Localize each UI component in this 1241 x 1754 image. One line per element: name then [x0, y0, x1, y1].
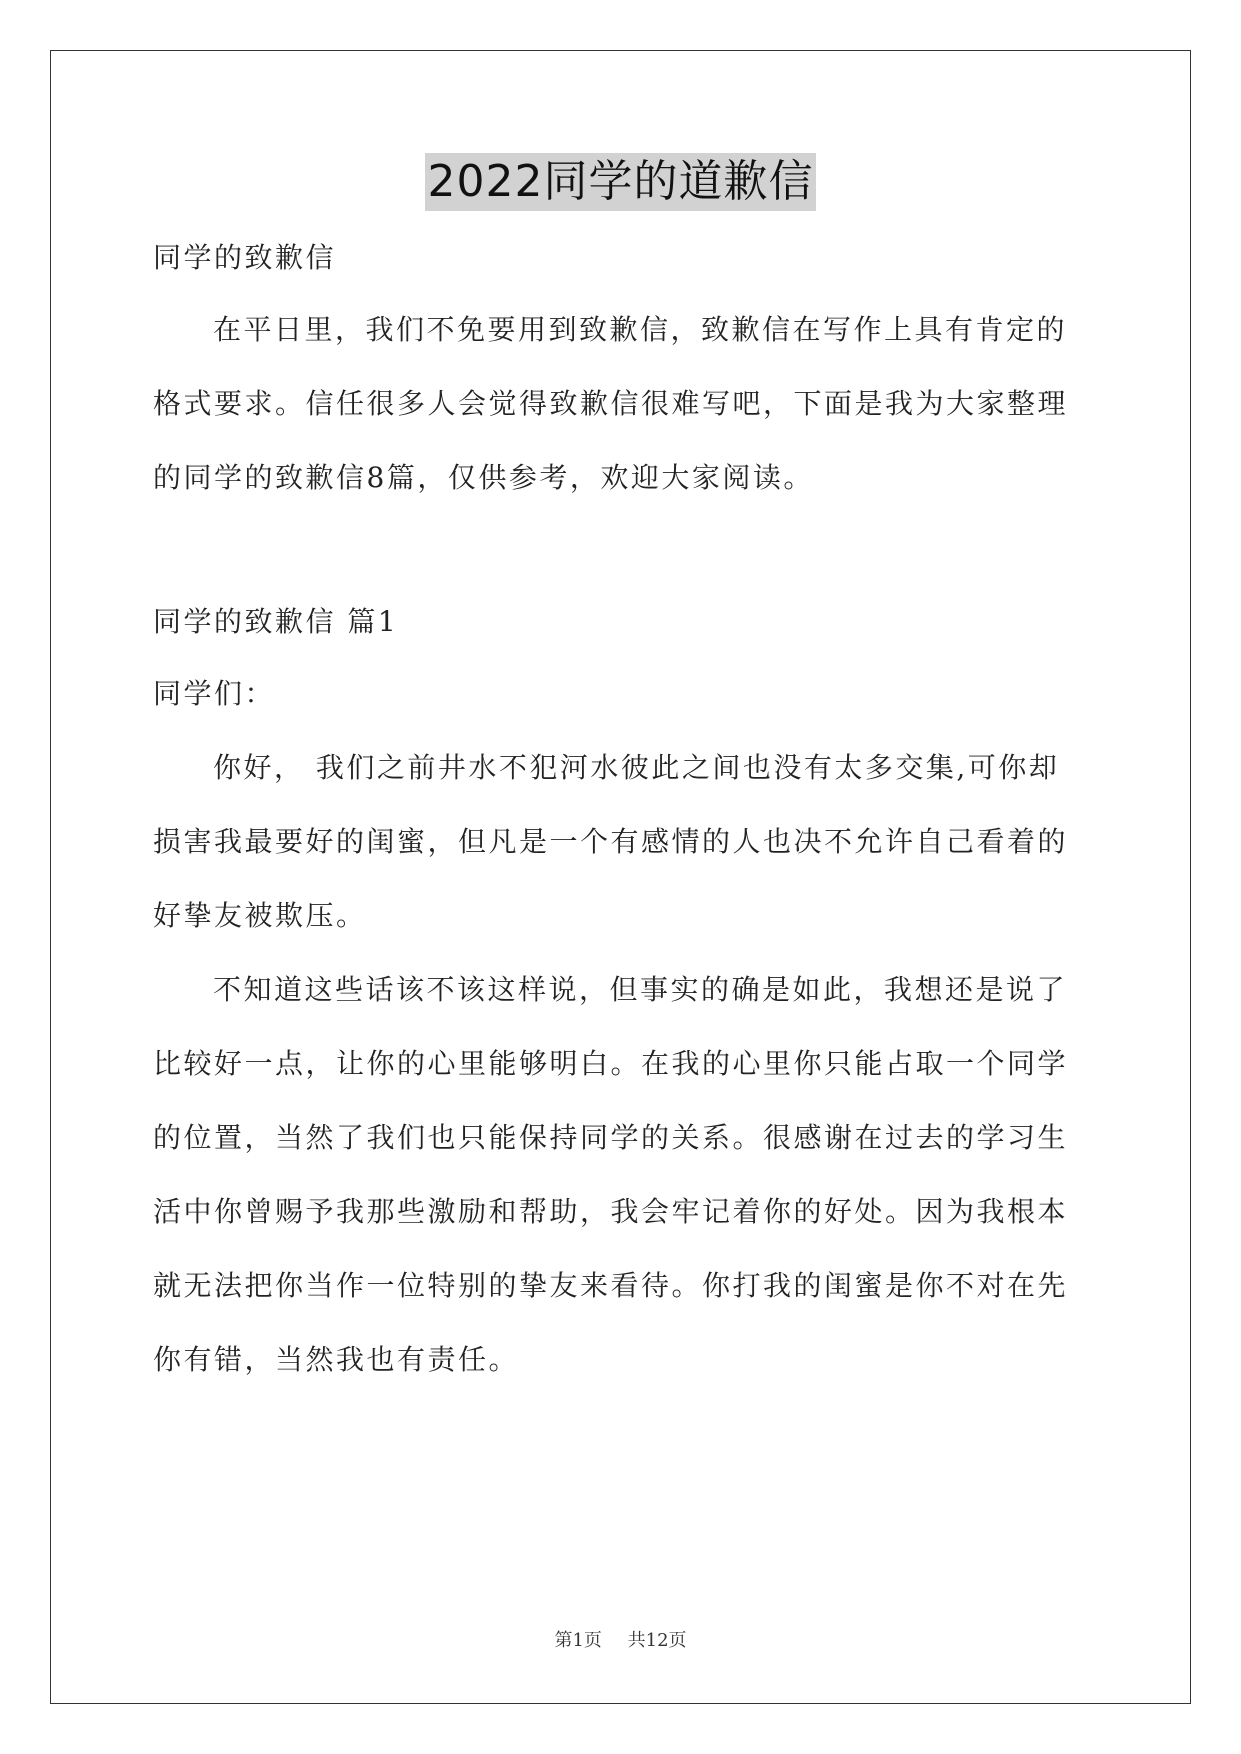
paragraph-line: 在平日里，我们不免要用到致歉信，致歉信在写作上具有肯定的 [213, 313, 1068, 346]
paragraph-line: 就无法把你当作一位特别的挚友来看待。你打我的闺蜜是你不对在先 [153, 1269, 1069, 1302]
article-heading: 同学的致歉信 篇1 [153, 605, 399, 638]
paragraph-line: 的同学的致歉信8篇，仅供参考，欢迎大家阅读。 [153, 461, 814, 494]
paragraph-line: 活中你曾赐予我那些激励和帮助，我会牢记着你的好处。因为我根本 [153, 1195, 1069, 1228]
page-frame [50, 50, 1191, 1704]
paragraph-line: 好挚友被欺压。 [153, 899, 367, 932]
page-total: 共12页 [627, 1630, 687, 1651]
paragraph-line: 你好， 我们之前井水不犯河水彼此之间也没有太多交集,可你却 [213, 751, 1060, 784]
page-footer [0, 1628, 1241, 1654]
paragraph-line: 你有错，当然我也有责任。 [153, 1343, 520, 1376]
paragraph-line: 格式要求。信任很多人会觉得致歉信很难写吧，下面是我为大家整理 [153, 387, 1069, 420]
paragraph-line: 损害我最要好的闺蜜，但凡是一个有感情的人也决不允许自己看着的 [153, 825, 1069, 858]
paragraph-line: 比较好一点，让你的心里能够明白。在我的心里你只能占取一个同学 [153, 1047, 1069, 1080]
document-title: 2022同学的道歉信 [425, 153, 817, 211]
section-heading: 同学的致歉信 [153, 241, 337, 274]
title-container [0, 153, 1241, 211]
salutation: 同学们： [153, 677, 276, 710]
paragraph-line: 不知道这些话该不该这样说，但事实的确是如此，我想还是说了 [213, 973, 1068, 1006]
paragraph-line: 的位置，当然了我们也只能保持同学的关系。很感谢在过去的学习生 [153, 1121, 1069, 1154]
page-number: 第1页 [554, 1630, 602, 1651]
